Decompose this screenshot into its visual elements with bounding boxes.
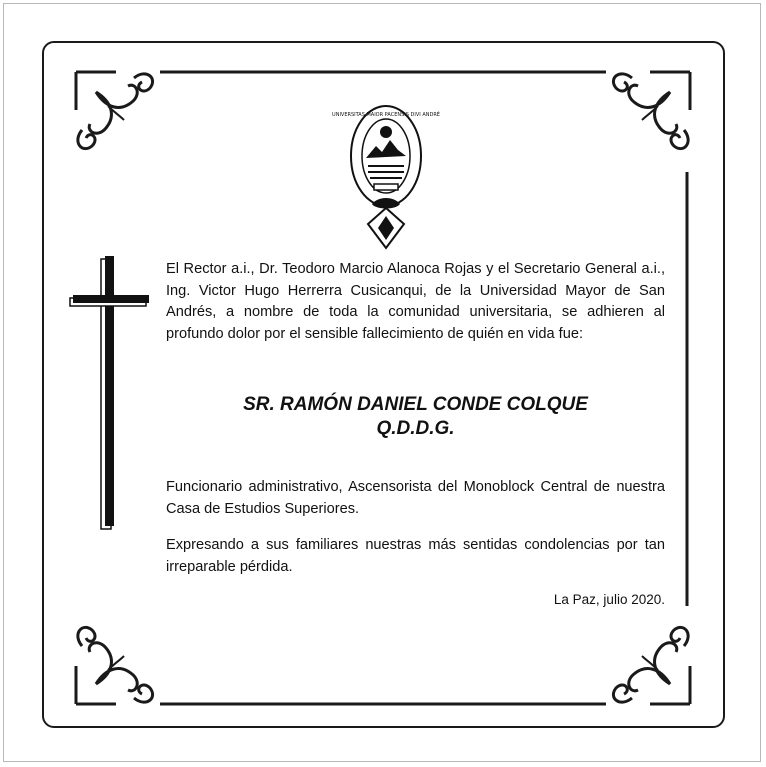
rip-abbreviation: Q.D.D.G. [376, 418, 455, 439]
corner-ornament-top-left [76, 72, 153, 149]
corner-ornament-bottom-left [76, 627, 153, 704]
deceased-name: SR. RAMÓN DANIEL CONDE COLQUE [243, 394, 588, 415]
announcement-intro: El Rector a.i., Dr. Teodoro Marcio Alanoca Rojas y el Secretario General a.i., Ing. Victor Hugo Herrerra Cusicanqui, de la Universidad Mayor de San Andrés, a nombre de toda la comunidad universitaria, se adhieren al profundo dolor por el sensible fallecimiento de quién en vida fue: [166, 261, 665, 342]
position-description: Funcionario administrativo, Ascensorista del Monoblock Central de nuestra Casa de Estudios Superiores. [166, 479, 665, 517]
place-date: La Paz, julio 2020. [553, 592, 665, 607]
condolences-text: Expresando a sus familiares nuestras más sentidas condolencias por tan irreparable pérdida. [166, 537, 665, 575]
corner-ornament-top-right [613, 72, 690, 149]
cross-icon [68, 256, 150, 532]
deceased-name-block [166, 393, 665, 441]
university-seal-icon [332, 104, 440, 250]
seal-inscription: UNIVERSITAS MAIOR PACENSIS DIVI ANDRÉ [332, 112, 440, 118]
corner-ornament-bottom-right [613, 627, 690, 704]
